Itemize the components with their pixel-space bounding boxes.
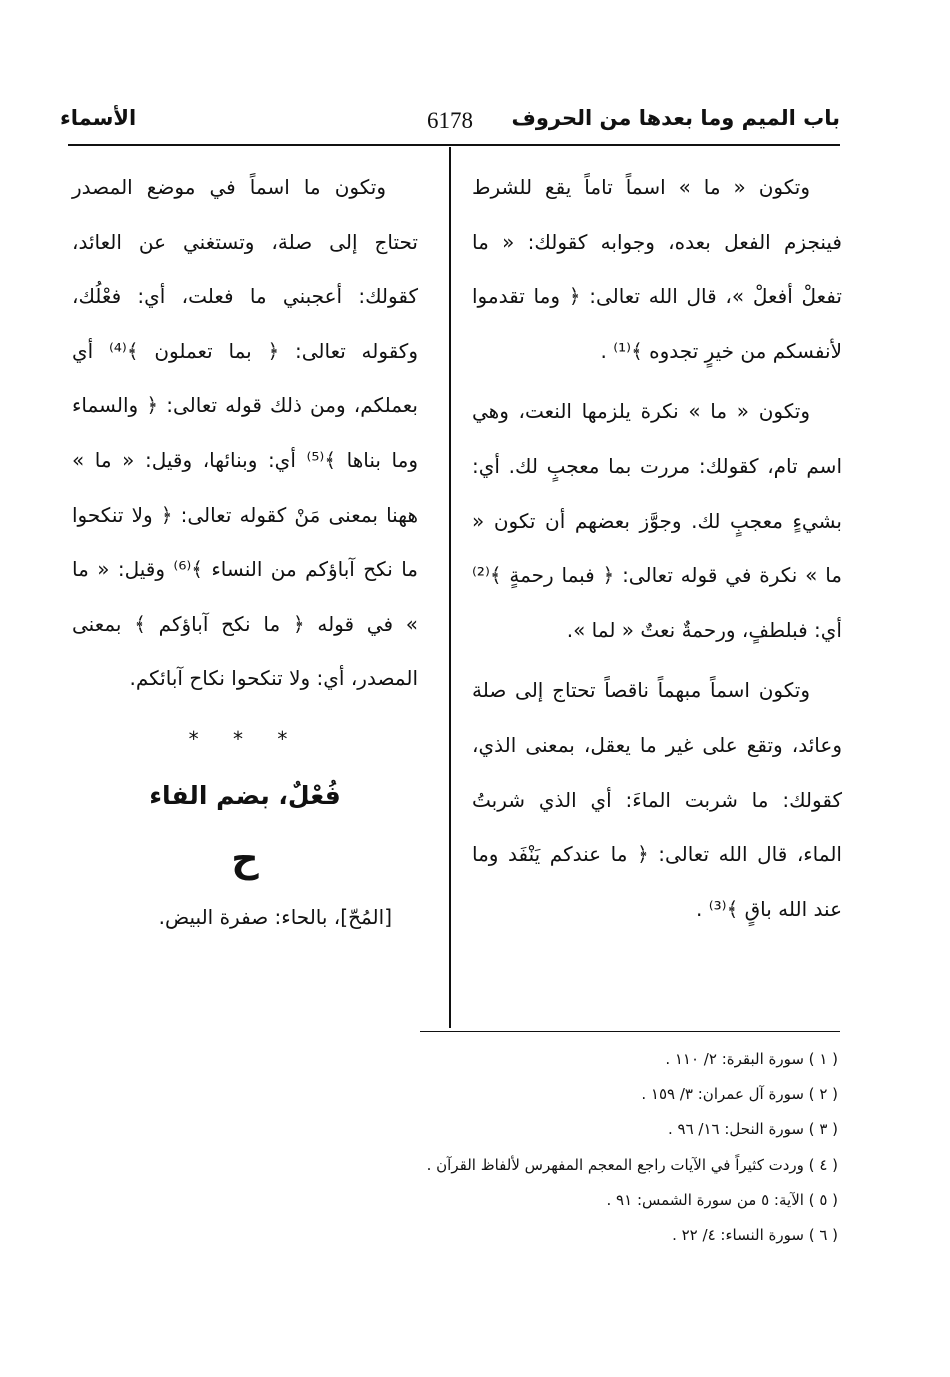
paragraph: وتكون ما اسماً في موضع المصدر تحتاج إلى صلة، وتستغني عن العائد، كقولك: أعجبني ما فعلت، أي: فعْلُك، وكقوله تعالى: ﴿ بما تعملون ﴾⁽⁴⁾ أي بعملكم، ومن ذلك قوله تعالى: ﴿ والسماء وما بناها ﴾⁽⁵⁾ أي: وبنائها، وقيل: « ما » ههنا بمعنى مَنْ كقوله تعالى: ﴿ ولا تنكحوا ما نكح آباؤكم من النساء ﴾⁽⁶⁾ وقيل: « ما » في قوله ﴿ ما نكح آباؤكم ﴾ بمعنى المصدر، أي: ولا تنكحوا نكاح آبائكم. (72, 175, 418, 691)
footnote-rule (420, 1031, 840, 1032)
footnote: ( ٥ ) الآية: ٥ من سورة الشمس: ٩١ . (606, 1190, 838, 1209)
header-rule (68, 144, 840, 146)
footnotes (238, 1042, 838, 1253)
column-divider (449, 147, 451, 1028)
section-title: فُعْلٌ، بضم الفاء (149, 780, 341, 810)
left-column (72, 160, 418, 945)
right-column (472, 160, 842, 936)
paragraph: وتكون « ما » نكرة يلزمها النعت، وهي اسم تام، كقولك: مررت بما معجبٍ لك. أي: بشيءٍ معجبٍ لك. وجوَّز بعضهم أن تكون « ما » نكرة في قوله تعالى: ﴿ فبما رحمةٍ ﴾⁽²⁾ أي: فبلطفٍ، ورحمةٌ نعتٌ « لما ». (472, 399, 842, 642)
page-header (60, 106, 840, 146)
footnote: ( ٤ ) وردت كثيراً في الآيات راجع المعجم المفهرس لألفاظ القرآن . (426, 1155, 838, 1174)
footnote: ( ٢ ) سورة آل عمران: ٣/ ١٥٩ . (641, 1085, 838, 1104)
page-number: 6178 (427, 108, 473, 133)
footnote: ( ٣ ) سورة النحل: ١٦/ ٩٦ . (667, 1120, 838, 1139)
paragraph: وتكون « ما » اسماً تاماً يقع للشرط فينجزم الفعل بعده، وجوابه كقولك: « ما تفعلْ أفعلْ »، قال الله تعالى: ﴿ وما تقدموا لأنفسكم من خيرٍ تجدوه ﴾⁽¹⁾ . (472, 175, 842, 363)
footnote: ( ٦ ) سورة النساء: ٤/ ٢٢ . (672, 1226, 838, 1245)
section-letter: ح (231, 835, 259, 880)
section-heading: الأسماء (60, 106, 137, 130)
chapter-title: باب الميم وما بعدها من الحروف (511, 106, 840, 130)
section-separator: * * * (188, 726, 302, 751)
footnote: ( ١ ) سورة البقرة: ٢/ ١١٠ . (665, 1050, 838, 1068)
dictionary-entry: [المُحّ]، بالحاء: صفرة البيض. (158, 904, 392, 929)
paragraph: وتكون اسماً مبهماً ناقصاً تحتاج إلى صلة وعائد، وتقع على غير ما يعقل، بمعنى الذي، كقولك: ما شربت الماءَ: أي الذي شربتُ الماء، قال الله تعالى: ﴿ ما عندكم يَنْفَد وما عند الله باقٍ ﴾⁽³⁾ . (472, 678, 842, 921)
